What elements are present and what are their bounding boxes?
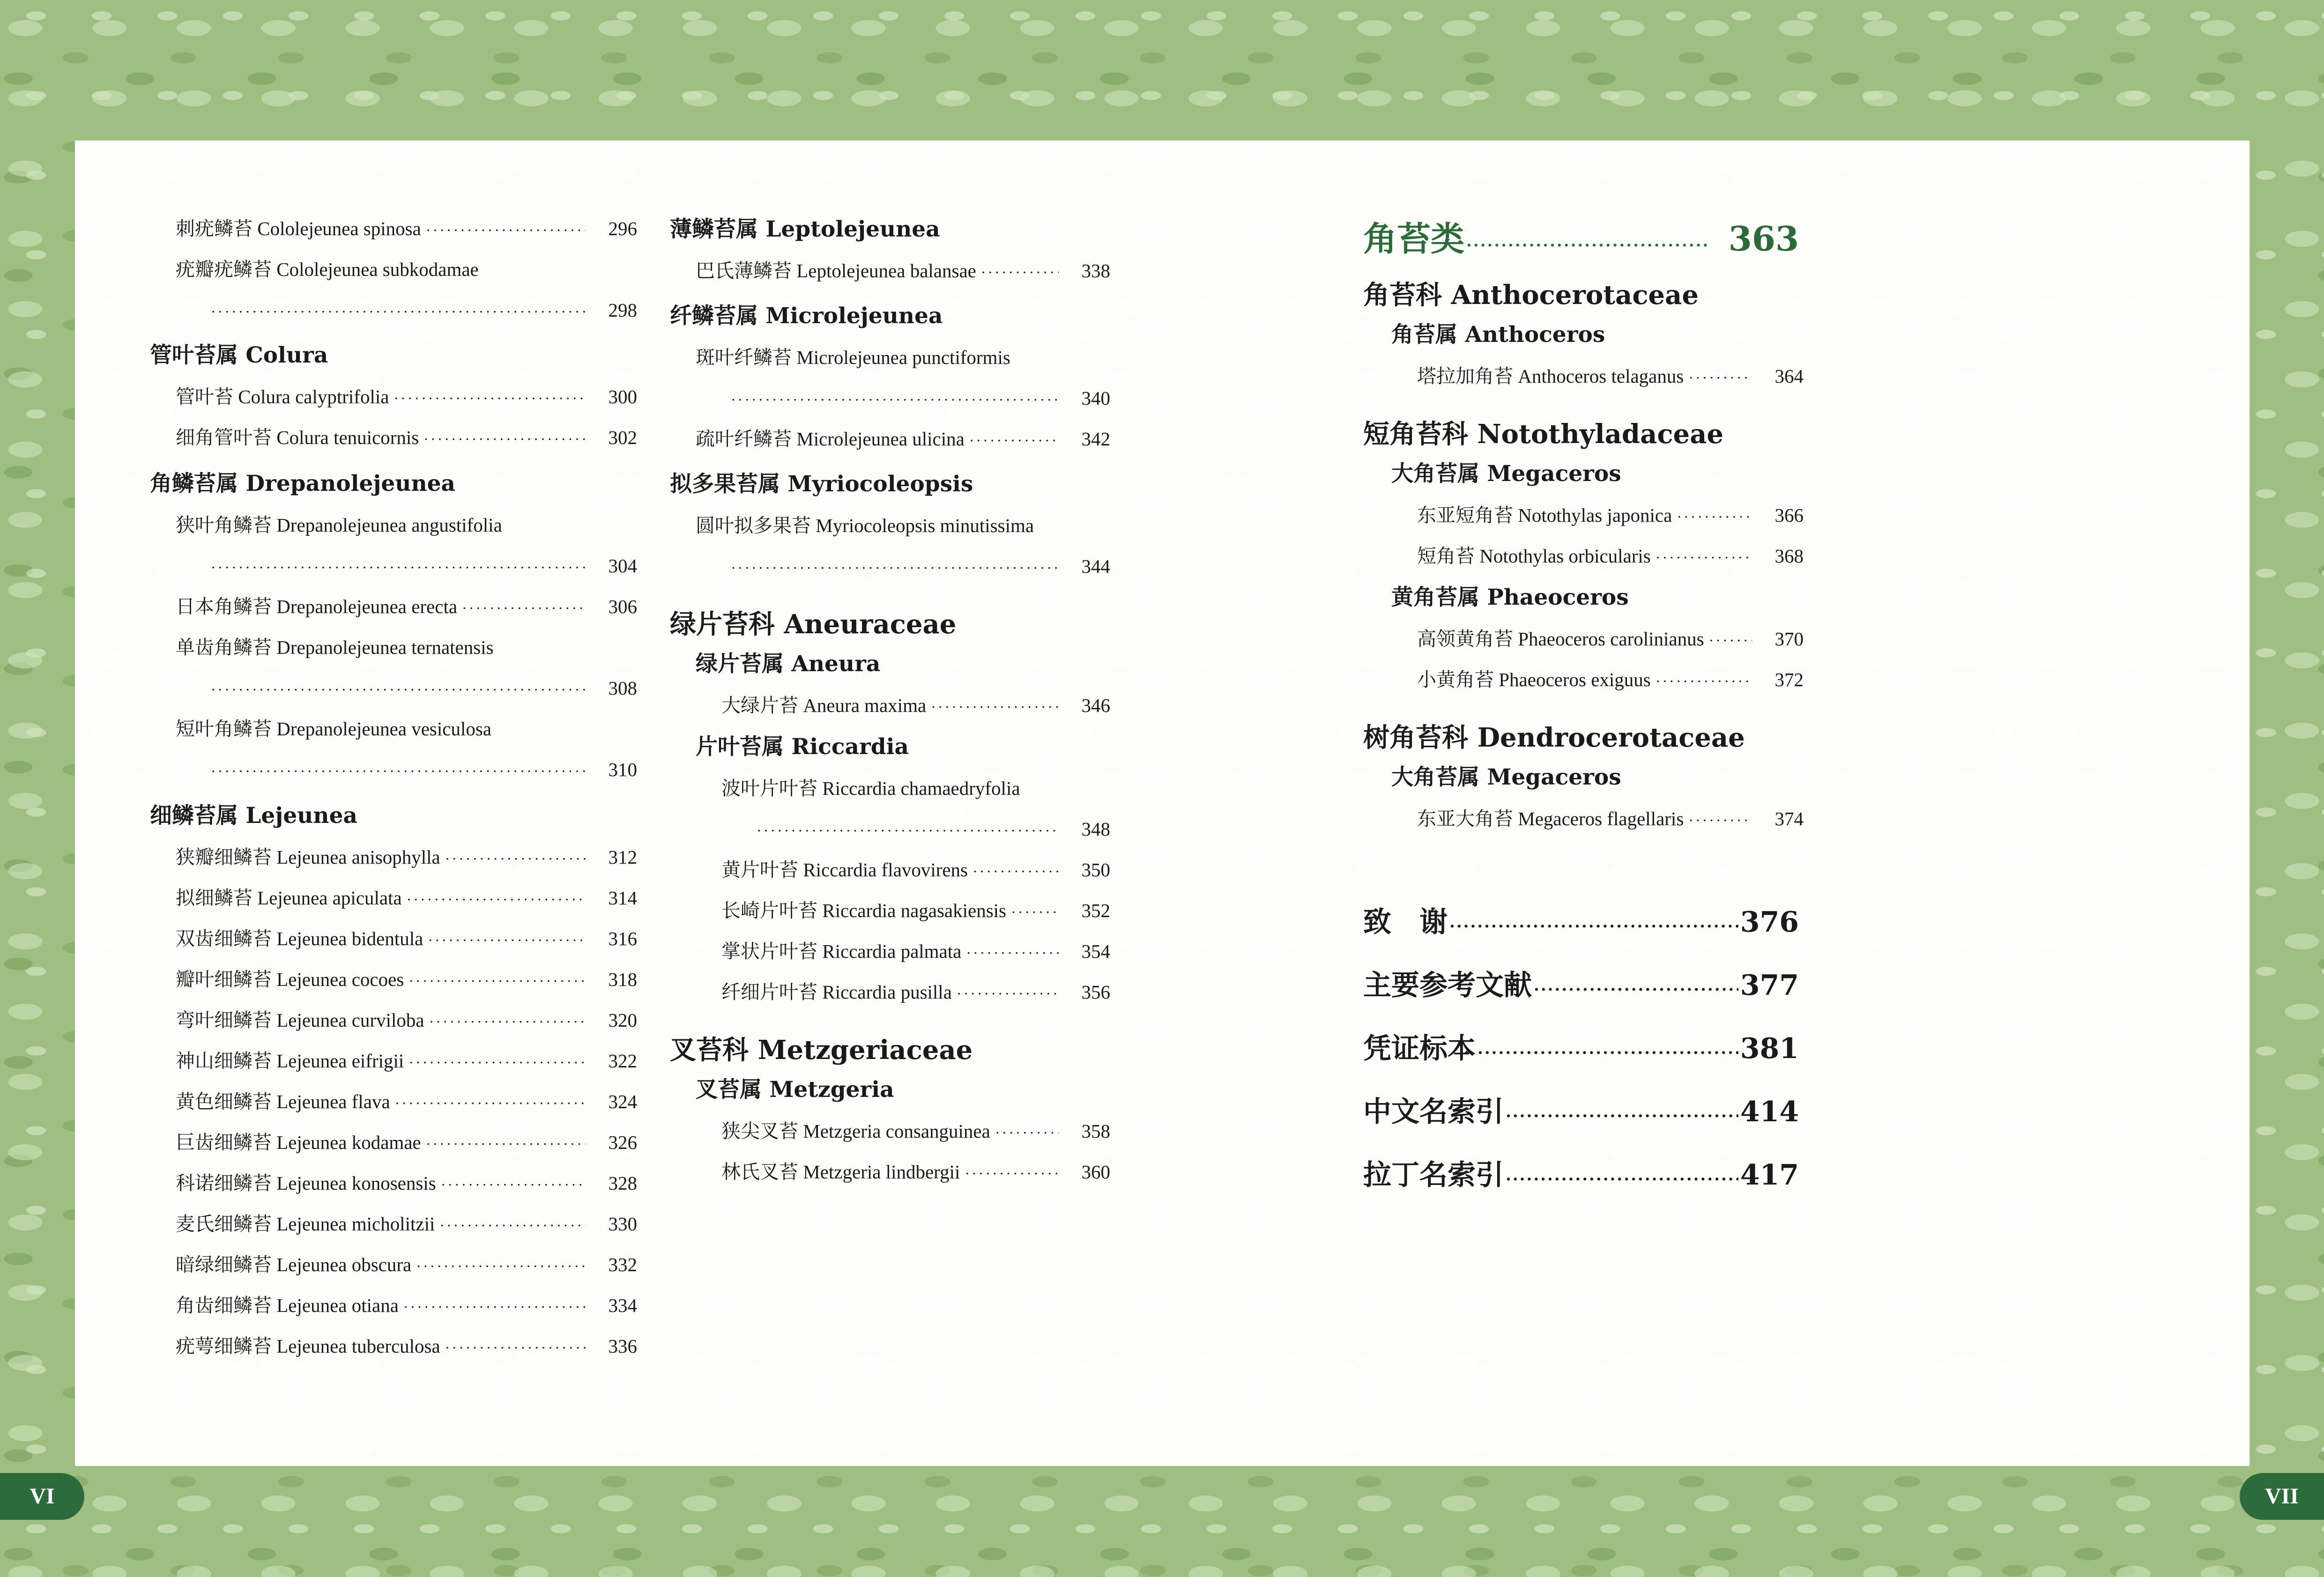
leader-dots <box>731 379 1059 420</box>
toc-entry[interactable]: 圆叶拟多果苔 Myriocoleopsis minutissima <box>696 515 1034 536</box>
leader-dots <box>408 1042 586 1083</box>
genus-heading[interactable]: 大角苔属 Megaceros <box>1391 764 1621 790</box>
leader-dots <box>416 1246 586 1287</box>
toc-entry[interactable]: 麦氏细鳞苔 Lejeunea micholitzii ····· 330 <box>150 1204 637 1244</box>
page-number: 358 <box>1081 1120 1110 1142</box>
toc-entry[interactable]: 小黄角苔 Phaeoceros exiguus ····· 372 <box>1363 659 1804 700</box>
leader-dots <box>1677 496 1752 537</box>
page-number: 302 <box>608 427 637 448</box>
toc-entry-continuation[interactable] <box>670 809 1110 850</box>
leader-dots <box>1688 357 1752 398</box>
toc-entry[interactable]: 短叶角鳞苔 Drepanolejeunea vesiculosa <box>176 718 492 740</box>
page-number: 310 <box>608 759 637 780</box>
toc-entry-continuation[interactable] <box>150 546 637 586</box>
toc-entry[interactable]: 东亚短角苔 Notothylas japonica ····· 366 <box>1363 495 1804 536</box>
leader-dots <box>1506 1148 1738 1211</box>
page-number: 344 <box>1081 555 1110 577</box>
toc-entry[interactable]: 角齿细鳞苔 Lejeunea otiana ····· 334 <box>150 1285 637 1326</box>
page-number: 372 <box>1775 669 1804 690</box>
leader-dots <box>1466 217 1708 274</box>
leader-dots <box>211 751 586 792</box>
page-number: 364 <box>1775 365 1804 387</box>
toc-entry[interactable]: 单齿角鳞苔 Drepanolejeunea ternatensis <box>176 637 494 658</box>
toc-entry[interactable]: 塔拉加角苔 Anthoceros telaganus ····· 364 <box>1363 356 1804 397</box>
toc-entry[interactable]: 弯叶细鳞苔 Lejeunea curviloba ····· 320 <box>150 1000 637 1041</box>
toc-entry[interactable]: 斑叶纤鳞苔 Microlejeunea punctiformis <box>696 347 1010 368</box>
toc-entry[interactable]: 黄片叶苔 Riccardia flavovirens ····· 350 <box>670 850 1110 890</box>
page-number: 363 <box>1728 219 1799 259</box>
leader-dots <box>395 1083 586 1124</box>
genus-heading[interactable]: 薄鳞苔属 Leptolejeunea <box>670 216 940 242</box>
leader-dots <box>462 588 586 629</box>
page-number: 352 <box>1081 900 1110 921</box>
leader-dots <box>731 548 1059 588</box>
toc-entry[interactable]: 双齿细鳞苔 Lejeunea bidentula ····· 316 <box>150 918 637 959</box>
leader-dots <box>1709 620 1752 661</box>
page-number: 346 <box>1081 695 1110 716</box>
toc-entry-continuation[interactable] <box>150 749 637 790</box>
toc-entry[interactable]: 科诺细鳞苔 Lejeunea konosensis ····· 328 <box>150 1163 637 1204</box>
toc-entry-continuation[interactable] <box>150 668 637 709</box>
genus-heading[interactable]: 片叶苔属 Riccardia <box>696 734 909 760</box>
page-number: 376 <box>1740 906 1799 939</box>
back-matter-list <box>1363 891 1804 1207</box>
toc-entry[interactable]: 波叶片叶苔 Riccardia chamaedryfolia <box>721 777 1020 799</box>
toc-column-1 <box>150 208 637 1367</box>
leader-dots <box>407 879 586 920</box>
leader-dots <box>973 851 1059 892</box>
leader-dots <box>441 1164 586 1205</box>
toc-entry[interactable]: 高领黄角苔 Phaeoceros carolinianus ····· 370 <box>1363 619 1804 659</box>
page-number: 377 <box>1740 969 1799 1002</box>
back-matter-voucher-specimens[interactable]: 凭证标本 ····· 381 <box>1363 1017 1799 1081</box>
riccardia-entries <box>670 850 1110 1013</box>
toc-entry[interactable]: 林氏叉苔 Metzgeria lindbergii ····· 360 <box>670 1152 1110 1192</box>
leader-dots <box>211 291 586 332</box>
toc-entry[interactable]: 刺疣鳞苔 Cololejeunea spinosa ····· 296 <box>150 208 637 249</box>
toc-entry-continuation[interactable] <box>670 546 1110 587</box>
toc-entry[interactable]: 纤细片叶苔 Riccardia pusilla ····· 356 <box>670 972 1110 1013</box>
leader-dots <box>981 252 1059 293</box>
leader-dots <box>394 378 586 419</box>
family-heading[interactable]: 短角苔科 Notothyladaceae <box>1363 419 1724 450</box>
page-number: 366 <box>1775 504 1804 526</box>
page-number: 316 <box>608 928 637 949</box>
page-number: 326 <box>608 1132 637 1153</box>
leader-dots <box>211 547 586 588</box>
page-number: 417 <box>1740 1159 1799 1192</box>
toc-column-2 <box>670 208 1110 1192</box>
toc-entry[interactable]: 神山细鳞苔 Lejeunea eifrigii ····· 322 <box>150 1041 637 1081</box>
leader-dots <box>408 961 586 1001</box>
page-number: 348 <box>1081 818 1110 840</box>
family-heading[interactable]: 绿片苔科 Aneuraceae <box>670 609 957 640</box>
page-number: 368 <box>1775 545 1804 567</box>
lejeunea-entries <box>150 837 637 1367</box>
family-heading[interactable]: 角苔科 Anthocerotaceae <box>1363 280 1699 311</box>
page-number: 338 <box>1081 260 1110 281</box>
genus-heading[interactable]: 角苔属 Anthoceros <box>1391 322 1605 348</box>
leader-dots <box>1449 895 1738 958</box>
page-number: 370 <box>1775 628 1804 650</box>
page-number: 320 <box>608 1009 637 1031</box>
leader-dots <box>445 1327 586 1368</box>
leader-dots <box>965 1153 1059 1194</box>
toc-entry[interactable]: 疏叶纤鳞苔 Microlejeunea ulicina ····· 342 <box>670 419 1110 459</box>
page-number: 342 <box>1081 428 1110 450</box>
leader-dots <box>423 419 586 459</box>
leader-dots <box>995 1112 1059 1153</box>
genus-heading[interactable]: 黄角苔属 Phaeoceros <box>1391 585 1629 610</box>
page-number: 414 <box>1740 1096 1799 1128</box>
page-number: 381 <box>1740 1032 1799 1065</box>
leader-dots <box>403 1287 586 1327</box>
leader-dots <box>1688 800 1752 841</box>
page-number: 314 <box>608 887 637 909</box>
page-number: 350 <box>1081 859 1110 881</box>
leader-dots <box>429 1001 586 1042</box>
page-number: 296 <box>608 218 637 239</box>
back-matter-references[interactable]: 主要参考文献 ····· 377 <box>1363 954 1799 1017</box>
toc-entry[interactable]: 巴氏薄鳞苔 Leptolejeunea balansae ····· 338 <box>670 251 1110 291</box>
back-matter-acknowledgements[interactable]: 致 谢 ····· 376 <box>1363 891 1799 954</box>
page-number: 312 <box>608 846 637 868</box>
toc-column-3 <box>1363 211 1804 1207</box>
toc-entry[interactable]: 狭瓣细鳞苔 Lejeunea anisophylla ····· 312 <box>150 837 637 878</box>
leader-dots <box>211 669 586 710</box>
page-number: 330 <box>608 1213 637 1235</box>
page-number: 304 <box>608 555 637 577</box>
page-number: 356 <box>1081 981 1110 1003</box>
toc-entry[interactable]: 大绿片苔 Aneura maxima ····· 346 <box>670 685 1110 726</box>
page-number: 308 <box>608 677 637 699</box>
toc-entry[interactable]: 日本角鳞苔 Drepanolejeunea erecta ····· 306 <box>150 586 637 627</box>
family-heading[interactable]: 树角苔科 Dendrocerotaceae <box>1363 722 1745 753</box>
toc-entry[interactable]: 短角苔 Notothylas orbicularis ····· 368 <box>1363 536 1804 577</box>
toc-entry[interactable]: 疣萼细鳞苔 Lejeunea tuberculosa ····· 336 <box>150 1326 637 1367</box>
genus-heading[interactable]: 绿片苔属 Aneura <box>696 651 881 677</box>
page-number: 336 <box>608 1335 637 1357</box>
leader-dots <box>445 838 586 879</box>
page-number: 354 <box>1081 940 1110 962</box>
toc-entry[interactable]: 巨齿细鳞苔 Lejeunea kodamae ····· 326 <box>150 1122 637 1163</box>
toc-entry[interactable]: 暗绿细鳞苔 Lejeunea obscura ····· 332 <box>150 1244 637 1285</box>
genus-heading[interactable]: 管叶苔属 Colura <box>150 342 328 368</box>
genus-heading[interactable]: 角鳞苔属 Drepanolejeunea <box>150 471 455 496</box>
genus-heading[interactable]: 细鳞苔属 Lejeunea <box>150 803 357 829</box>
family-heading[interactable]: 叉苔科 Metzgeriaceae <box>670 1035 973 1066</box>
page-number: 324 <box>608 1091 637 1112</box>
leader-dots <box>1478 1022 1738 1085</box>
page-number: 340 <box>1081 387 1110 409</box>
page-number-left: VI <box>0 1473 84 1520</box>
genus-heading[interactable]: 纤鳞苔属 Microlejeunea <box>670 303 943 329</box>
leader-dots <box>426 210 586 251</box>
toc-panel <box>75 141 2250 1466</box>
page-number: 300 <box>608 386 637 407</box>
toc-entry[interactable]: 细角管叶苔 Colura tenuicornis ····· 302 <box>150 417 637 458</box>
back-matter-latin-index[interactable]: 拉丁名索引 ····· 417 <box>1363 1144 1799 1207</box>
leader-dots <box>428 920 586 961</box>
page-number: 318 <box>608 969 637 990</box>
toc-entry-continuation[interactable] <box>670 378 1110 419</box>
section-heading-hornworts[interactable] <box>1363 211 1799 267</box>
genus-heading[interactable]: 大角苔属 Megaceros <box>1391 461 1621 487</box>
page-number: 306 <box>608 596 637 617</box>
leader-dots <box>931 687 1059 727</box>
leader-dots <box>426 1124 586 1164</box>
toc-entry[interactable]: 瓣叶细鳞苔 Lejeunea cocoes ····· 318 <box>150 959 637 1000</box>
leader-dots <box>757 810 1059 851</box>
leader-dots <box>1656 537 1752 578</box>
toc-entry[interactable]: 拟细鳞苔 Lejeunea apiculata ····· 314 <box>150 878 637 918</box>
page-number: 322 <box>608 1050 637 1072</box>
page-number: 334 <box>608 1295 637 1316</box>
page-number-right: VII <box>2240 1473 2324 1520</box>
genus-heading[interactable]: 拟多果苔属 Myriocoleopsis <box>670 471 973 497</box>
page-number: 360 <box>1081 1161 1110 1183</box>
leader-dots <box>957 973 1059 1014</box>
page-number: 298 <box>608 299 637 321</box>
leader-dots <box>1011 892 1059 933</box>
toc-entry[interactable]: 狭尖叉苔 Metzgeria consanguinea ····· 358 <box>670 1111 1110 1152</box>
page-number: 328 <box>608 1172 637 1194</box>
back-matter-chinese-index[interactable]: 中文名索引 ····· 414 <box>1363 1081 1799 1144</box>
leader-dots <box>969 420 1059 461</box>
leader-dots <box>1656 661 1752 702</box>
toc-entry[interactable]: 疣瓣疣鳞苔 Cololejeunea subkodamae <box>176 259 479 280</box>
toc-entry[interactable]: 狭叶角鳞苔 Drepanolejeunea angustifolia <box>176 514 502 536</box>
page-number: 332 <box>608 1254 637 1275</box>
leader-dots <box>1534 958 1738 1022</box>
genus-heading[interactable]: 叉苔属 Metzgeria <box>696 1077 894 1103</box>
page-number: 374 <box>1775 808 1804 829</box>
toc-entry[interactable]: 黄色细鳞苔 Lejeunea flava ····· 324 <box>150 1081 637 1122</box>
leader-dots <box>966 933 1059 973</box>
leader-dots <box>439 1205 586 1246</box>
leader-dots <box>1506 1085 1738 1148</box>
toc-entry[interactable]: 长崎片叶苔 Riccardia nagasakiensis ····· 352 <box>670 890 1110 931</box>
toc-entry[interactable]: 管叶苔 Colura calyptrifolia ····· 300 <box>150 377 637 417</box>
toc-entry[interactable]: 东亚大角苔 Megaceros flagellaris ····· 374 <box>1363 799 1804 839</box>
toc-entry[interactable]: 掌状片叶苔 Riccardia palmata ····· 354 <box>670 931 1110 972</box>
toc-entry-continuation[interactable] <box>150 290 637 331</box>
section-title: 角苔类 <box>1363 219 1465 259</box>
